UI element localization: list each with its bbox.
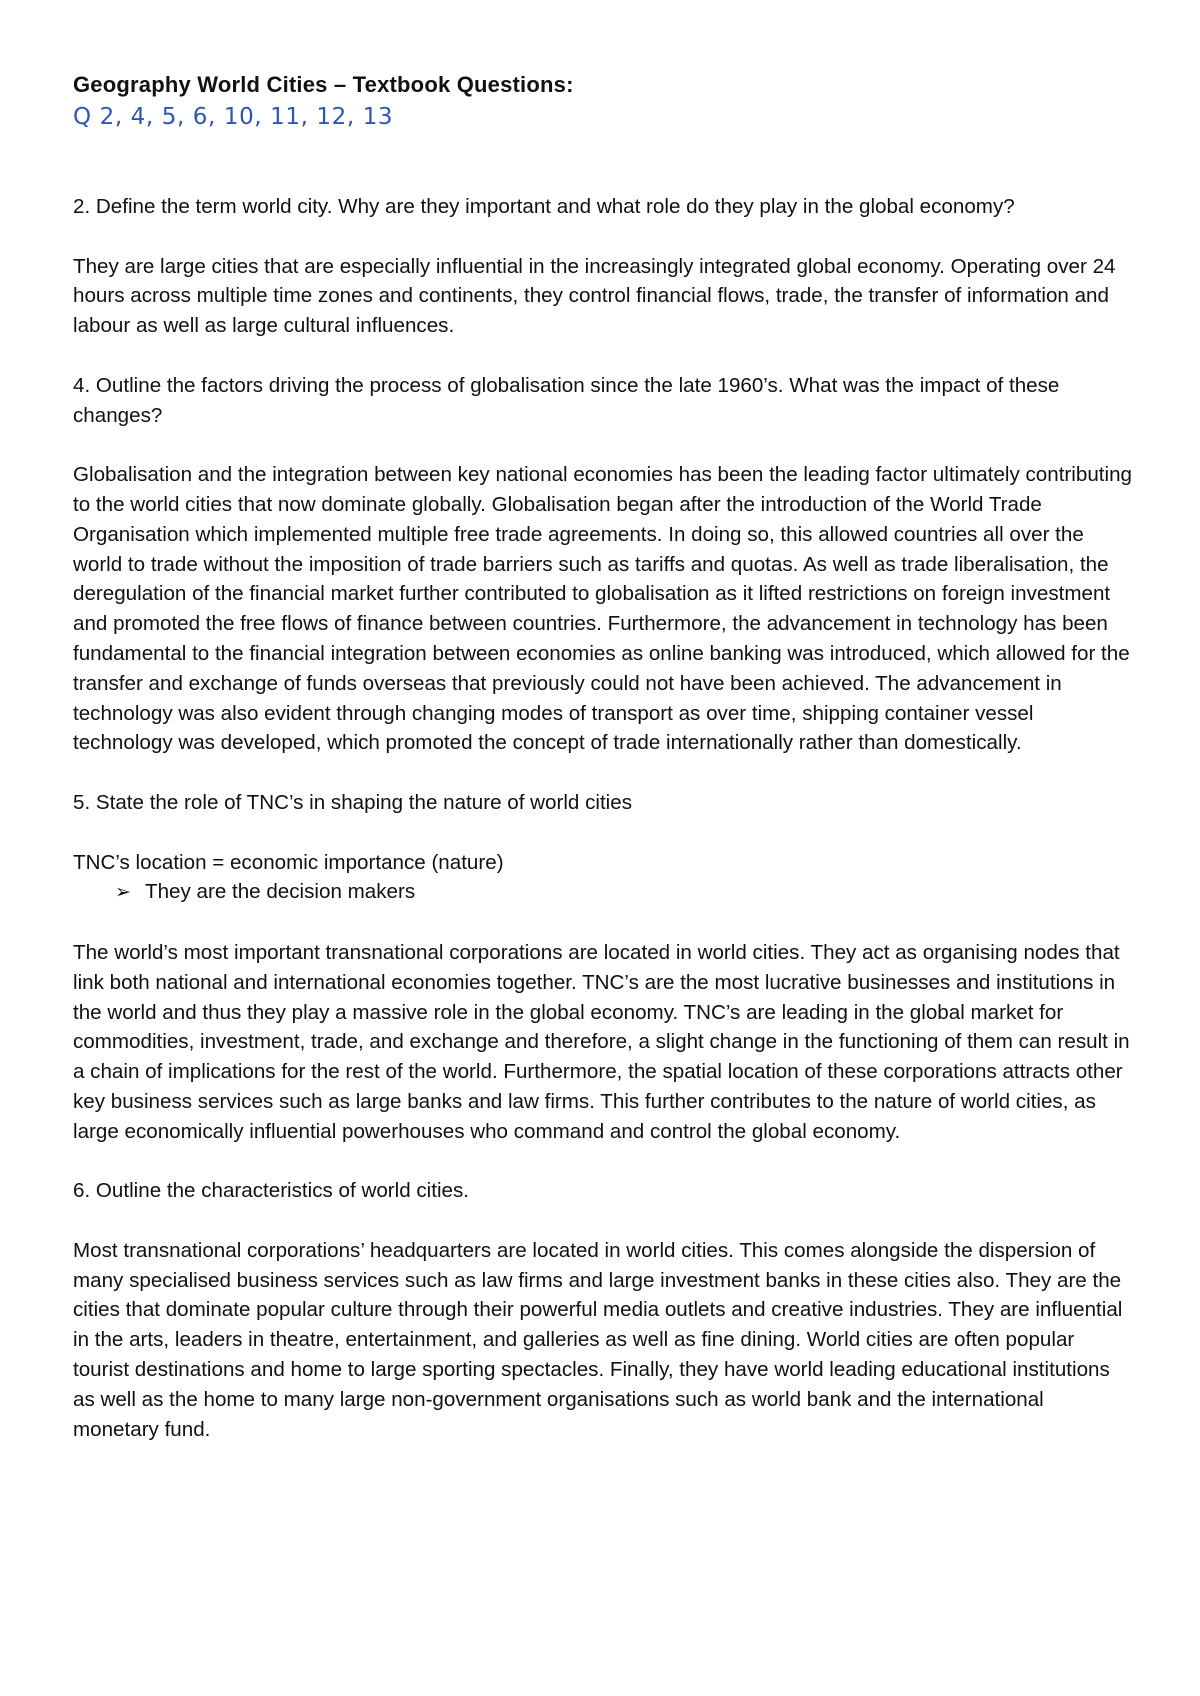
question-4-section <box>73 371 1133 758</box>
document-subtitle: Q 2, 4, 5, 6, 10, 11, 12, 13 <box>73 104 394 130</box>
answer-4: Globalisation and the integration between key national economies has been the leading factor ultimately contributing to the world cities that now dominate globally. Globalisation began after the introduction of the World Trade Organisation which implemented multiple free trade agreements. In doing so, this allowed countries all over the world to trade without the imposition of trade barriers such as tariffs and quotas. As well as trade liberalisation, the deregulation of the financial market further contributed to globalisation as it lifted restrictions on foreign investment and promoted the free flows of finance between countries. Furthermore, the advancement in technology has been fundamental to the financial integration between economies as online banking was introduced, which allowed for the transfer and exchange of funds overseas that previously could not have been achieved. The advancement in technology was also evident through changing modes of transport as over time, shipping container vessel technology was developed, which promoted the concept of trade internationally rather than domestically. <box>73 463 1132 755</box>
document-title: Geography World Cities – Textbook Questions: <box>73 72 574 97</box>
note-line: TNC’s location = economic importance (nature) <box>73 850 504 874</box>
question-6-section <box>73 1176 1133 1444</box>
question-2-section <box>73 192 1133 341</box>
answer-2: They are large cities that are especially influential in the increasingly integrated global economy. Operating over 24 hours across multiple time zones and continents, they control financial flows, trade, the transfer of information and labour as well as large cultural influences. <box>73 254 1116 338</box>
question-2: 2. Define the term world city. Why are they important and what role do they play in the global economy? <box>73 195 1015 218</box>
question-5-section <box>73 788 1133 1147</box>
question-5: 5. State the role of TNC’s in shaping the nature of world cities <box>73 790 633 814</box>
answer-6: Most transnational corporations’ headquarters are located in world cities. This comes alongside the dispersion of many specialised business services such as law firms and large investment banks in these cities also. They are the cities that dominate popular culture through their powerful media outlets and creative industries. They are influential in the arts, leaders in theatre, entertainment, and galleries as well as fine dining. World cities are often popular tourist destinations and home to large sporting spectacles. Finally, they have world leading educational institutions as well as the home to many large non-government organisations such as world bank and the international monetary fund. <box>73 1238 1123 1441</box>
bullet-text: They are the decision makers <box>145 880 416 904</box>
question-4: 4. Outline the factors driving the process of globalisation since the late 1960’s. What was the impact of these changes? <box>73 373 1060 427</box>
arrowhead-bullet-icon: ➢ <box>115 881 131 904</box>
document-page <box>73 70 1133 1474</box>
bullet-item <box>73 877 1133 908</box>
answer-5: The world’s most important transnational corporations are located in world cities. They act as organising nodes that link both national and international economies together. TNC’s are the most lucrative businesses and institutions in the world and thus they play a massive role in the global economy. TNC’s are leading in the global market for commodities, investment, trade, and exchange and therefore, a slight change in the functioning of them can result in a chain of implications for the rest of the world. Furthermore, the spatial location of these corporations attracts other key business services such as large banks and law firms. This further contributes to the nature of world cities, as large economically influential powerhouses who command and control the global economy. <box>73 940 1130 1143</box>
question-6: 6. Outline the characteristics of world cities. <box>73 1179 470 1203</box>
